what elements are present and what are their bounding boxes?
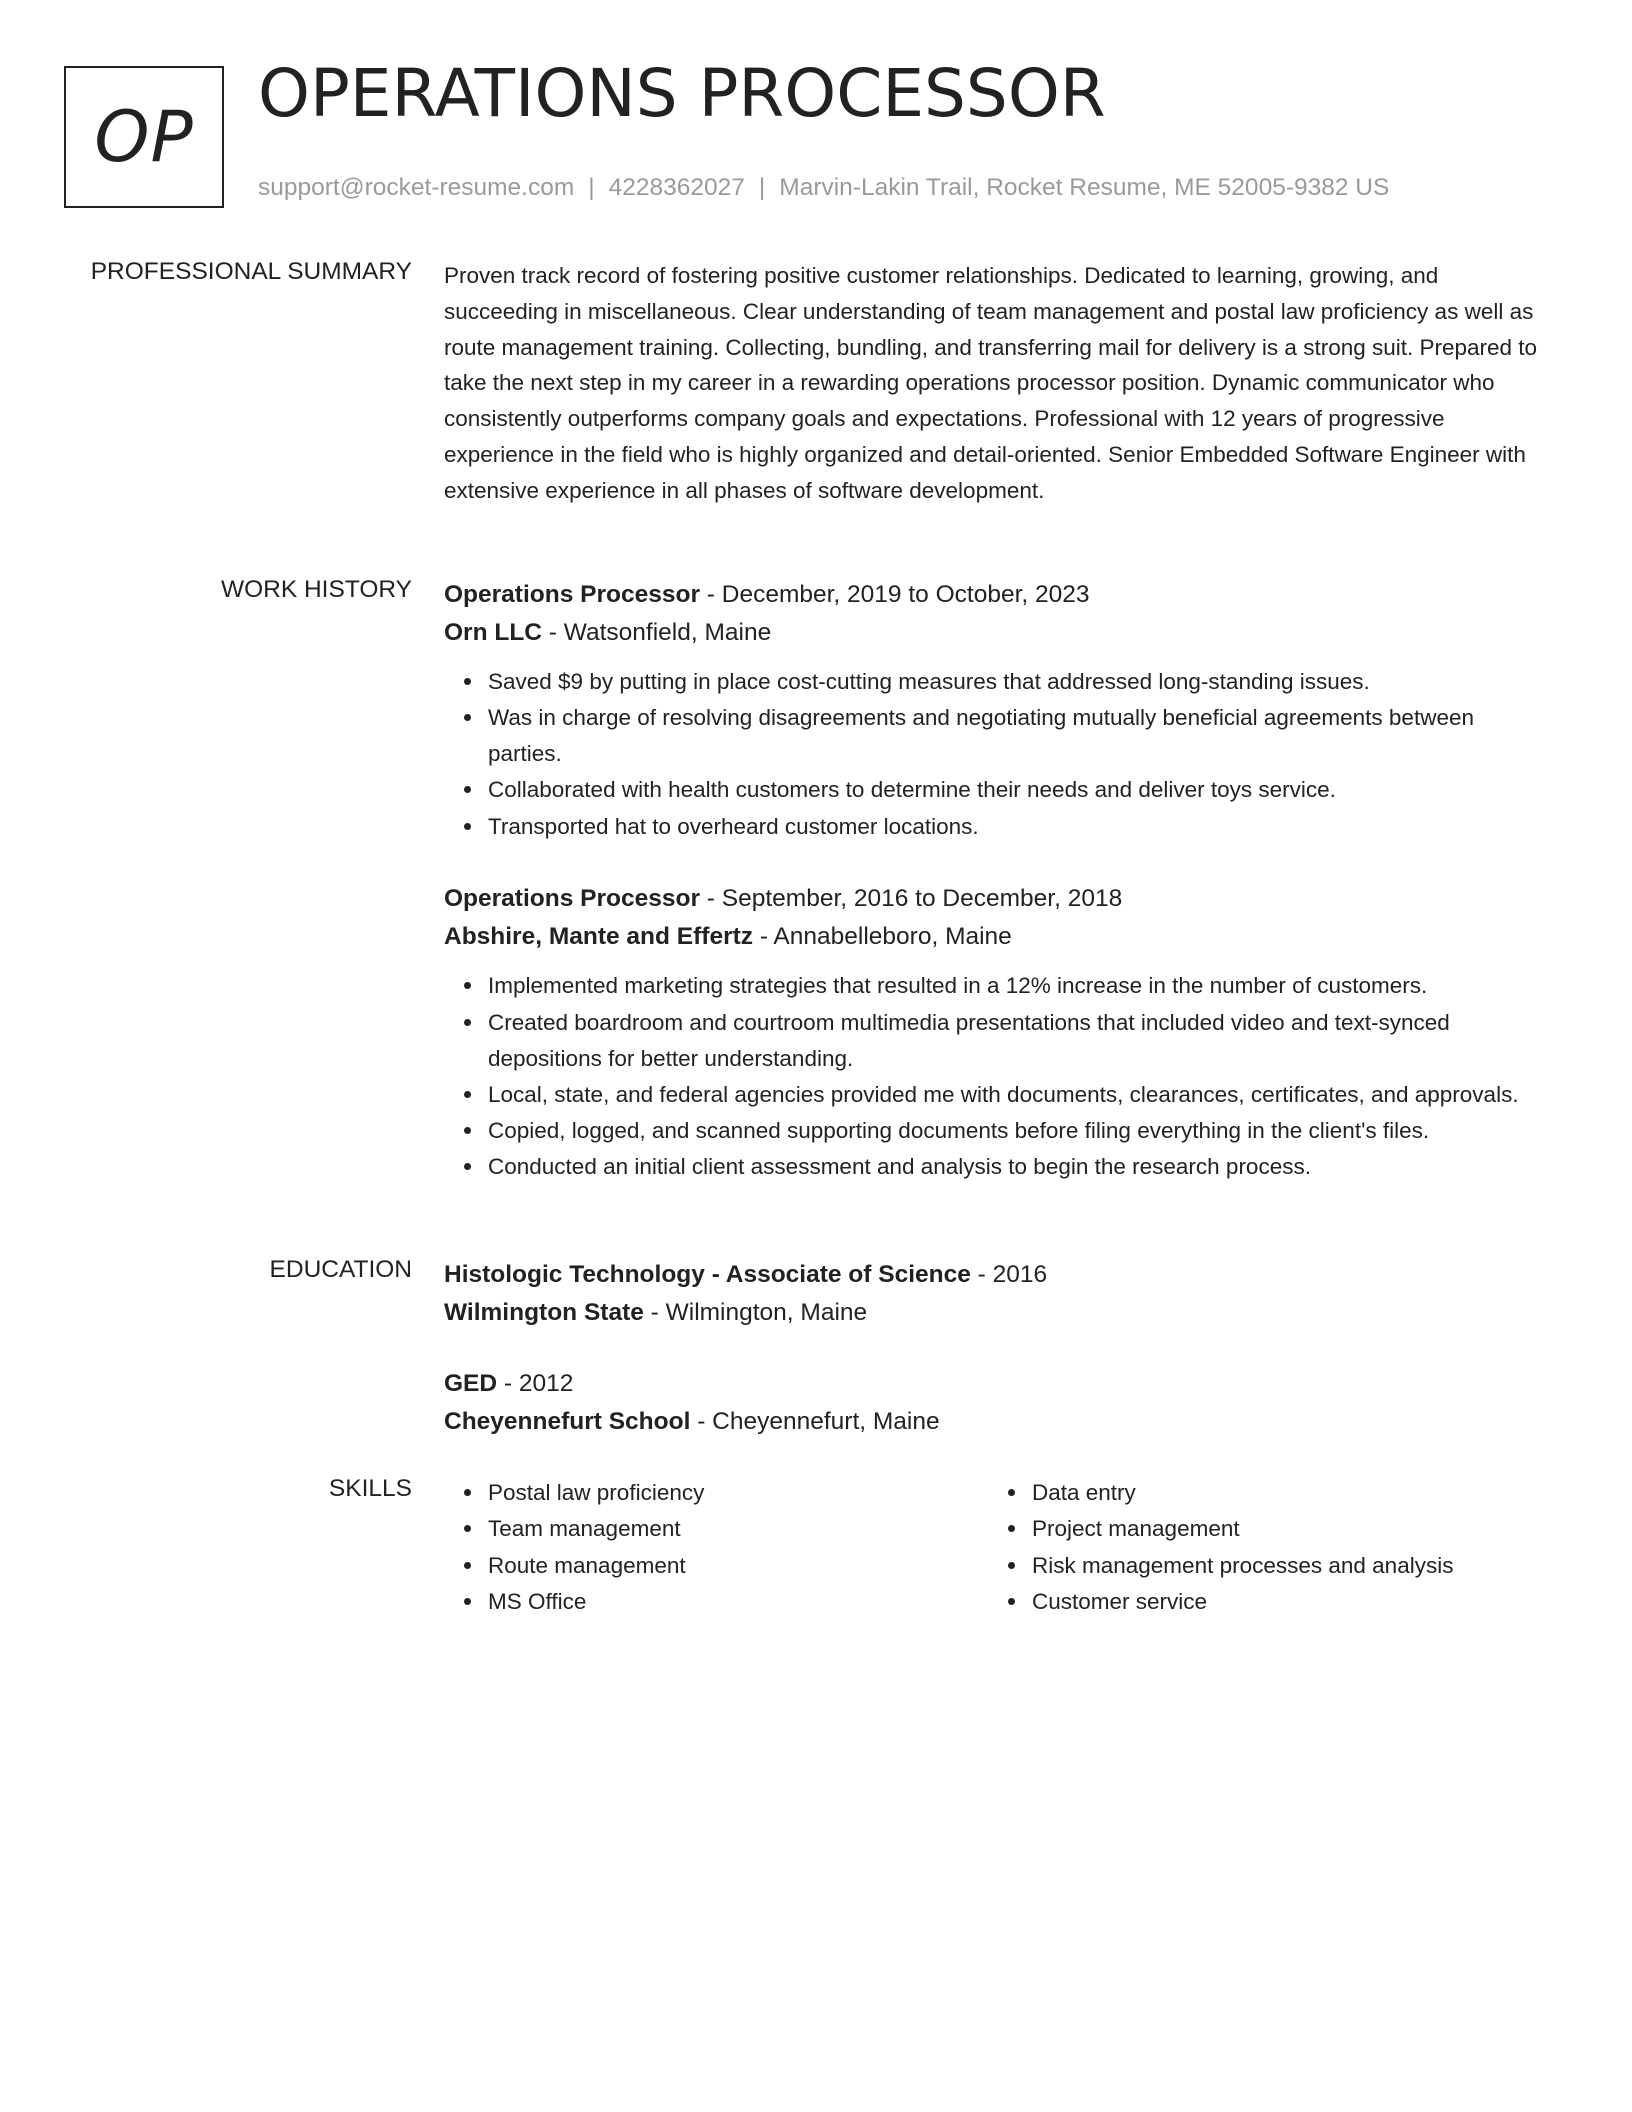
school: Wilmington State — [444, 1299, 644, 1326]
job-location: - Watsonfield, Maine — [542, 619, 772, 646]
job-bullet: Saved $9 by putting in place cost-cutting measures that addressed long-standing issues. — [488, 664, 1554, 700]
job-bullet: Local, state, and federal agencies provided me with documents, clearances, certificates, and approvals. — [488, 1077, 1554, 1113]
skill-item: MS Office — [488, 1584, 704, 1620]
job-company-line — [444, 614, 1554, 652]
degree: GED — [444, 1370, 498, 1397]
job-entry — [444, 576, 1554, 844]
job-bullet: Copied, logged, and scanned supporting documents before filing everything in the client's files. — [488, 1113, 1554, 1149]
job-bullet: Collaborated with health customers to determine their needs and deliver toys service. — [488, 772, 1554, 808]
skill-item: Route management — [488, 1548, 704, 1584]
job-entry — [444, 880, 1554, 1185]
school-line — [444, 1403, 1554, 1441]
job-dates: - September, 2016 to December, 2018 — [699, 885, 1123, 913]
skill-item: Postal law proficiency — [488, 1475, 704, 1511]
monogram-logo: OP — [64, 66, 224, 208]
school-location: - Wilmington, Maine — [643, 1299, 868, 1326]
job-bullet: Transported hat to overheard customer locations. — [488, 809, 1554, 845]
education-body — [444, 1256, 1554, 1441]
education-entry — [444, 1256, 1554, 1332]
job-title-line — [444, 880, 1554, 918]
contact-separator: | — [588, 174, 595, 201]
skill-item: Data entry — [1032, 1475, 1453, 1511]
skill-item: Customer service — [1032, 1584, 1453, 1620]
contact-phone[interactable]: 4228362027 — [608, 174, 745, 201]
degree-year: - 2016 — [970, 1261, 1048, 1288]
school-location: - Cheyennefurt, Maine — [690, 1408, 940, 1435]
contact-address: Marvin-Lakin Trail, Rocket Resume, ME 52005-9382 US — [779, 174, 1390, 201]
skills-column-right — [988, 1475, 1453, 1620]
contact-email[interactable]: support@rocket-resume.com — [258, 174, 575, 201]
work-history-body — [444, 576, 1554, 1186]
skill-item: Risk management processes and analysis — [1032, 1548, 1453, 1584]
degree-line — [444, 1256, 1554, 1294]
skills-column-left — [444, 1475, 704, 1620]
section-label-work-history: WORK HISTORY — [220, 576, 412, 603]
job-title: Operations Processor — [444, 885, 700, 913]
job-bullet: Created boardroom and courtroom multimedia presentations that included video and text-synced depositions for better understanding. — [488, 1005, 1554, 1077]
job-company: Orn LLC — [444, 619, 542, 646]
job-title: Operations Processor — [444, 581, 700, 608]
education-entry — [444, 1365, 1554, 1441]
skill-item: Team management — [488, 1511, 704, 1547]
job-location: - Annabelleboro, Maine — [753, 923, 1012, 951]
skills-list — [444, 1475, 704, 1620]
summary-body — [444, 258, 1554, 509]
job-company: Abshire, Mante and Effertz — [444, 923, 754, 951]
contact-line — [258, 174, 1389, 202]
section-label-summary: PROFESSIONAL SUMMARY — [90, 258, 412, 285]
degree: Histologic Technology - Associate of Science — [444, 1261, 971, 1288]
school-line — [444, 1294, 1554, 1332]
job-bullet: Implemented marketing strategies that resulted in a 12% increase in the number of customers. — [488, 968, 1554, 1004]
job-dates: - December, 2019 to October, 2023 — [699, 581, 1090, 608]
section-label-skills: SKILLS — [328, 1475, 412, 1502]
skill-item: Project management — [1032, 1511, 1453, 1547]
degree-line — [444, 1365, 1554, 1403]
resume-title: OPERATIONS PROCESSOR — [258, 55, 1106, 132]
job-title-line — [444, 576, 1554, 614]
contact-separator: | — [758, 174, 766, 201]
job-bullets — [444, 664, 1554, 844]
summary-text: Proven track record of fostering positive customer relationships. Dedicated to learning, growing, and succeeding in miscellaneous. Clear understanding of team management and postal law proficiency as well as route management training. Collecting, bundling, and transferring mail for delivery is a strong suit. Prepared to take the next step in my career in a rewarding operations processor position. Dynamic communicator who consistently outperforms company goals and expectations. Professional with 12 years of progressive experience in the field who is highly organized and detail-oriented. Senior Embedded Software Engineer with extensive experience in all phases of software development. — [444, 263, 1538, 503]
job-bullet: Was in charge of resolving disagreements and negotiating mutually beneficial agreements between parties. — [488, 700, 1554, 772]
job-bullet: Conducted an initial client assessment and analysis to begin the research process. — [488, 1149, 1554, 1185]
skills-list — [988, 1475, 1453, 1620]
job-bullets — [444, 968, 1554, 1185]
section-label-education: EDUCATION — [269, 1256, 412, 1283]
job-company-line — [444, 918, 1554, 956]
school: Cheyennefurt School — [444, 1408, 691, 1435]
degree-year: - 2012 — [497, 1370, 574, 1397]
